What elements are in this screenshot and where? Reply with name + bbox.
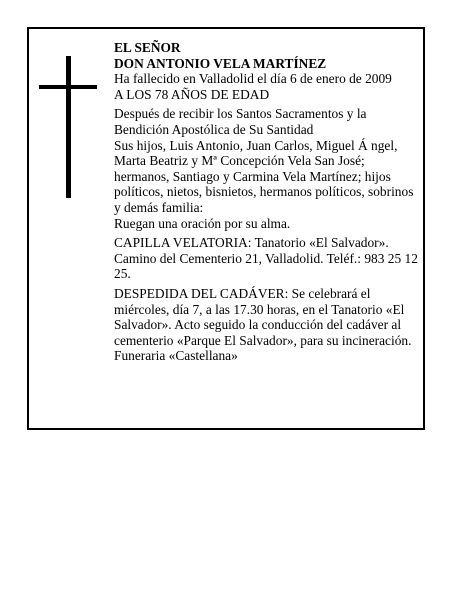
prayer-line: Ruegan una oración por su alma. [114, 215, 291, 231]
death-announcement: Ha fallecido en Valladolid el día 6 de enero de 2009 [114, 71, 392, 87]
notice-text [114, 40, 419, 364]
obituary-notice [27, 27, 425, 430]
cross-vertical-bar [66, 56, 71, 198]
family-paragraph: Sus hijos, Luis Antonio, Juan Carlos, Miguel Á ngel, Marta Beatriz y Mª Concepción Vela San José; hermanos, Santiago y Carmina Vela Martínez; hijos políticos, nietos, bisnietos, hermanos políticos, sobrinos y demás familia: [114, 137, 414, 215]
cross-horizontal-bar [39, 85, 97, 89]
cross-icon [39, 56, 97, 198]
farewell-paragraph: DESPEDIDA DEL CADÁVER: Se celebrará el miércoles, día 7, a las 17.30 horas, en el Tanatorio «El Salvador». Acto seguido la conducción del cadáver al cementerio «Parque El Salvador», para su incineración. [114, 285, 412, 348]
deceased-name: DON ANTONIO VELA MARTÍNEZ [114, 55, 327, 71]
sacraments-paragraph: Después de recibir los Santos Sacramentos y la Bendición Apostólica de Su Santidad [114, 106, 367, 137]
funeral-home-line: Funeraria «Castellana» [114, 348, 238, 364]
chapel-paragraph: CAPILLA VELATORIA: Tanatorio «El Salvador». Camino del Cementerio 21, Valladolid. Teléf.: 983 25 12 25. [114, 235, 418, 282]
title-line-1: EL SEÑOR [114, 40, 181, 55]
age-line: A LOS 78 AÑOS DE EDAD [114, 86, 270, 102]
